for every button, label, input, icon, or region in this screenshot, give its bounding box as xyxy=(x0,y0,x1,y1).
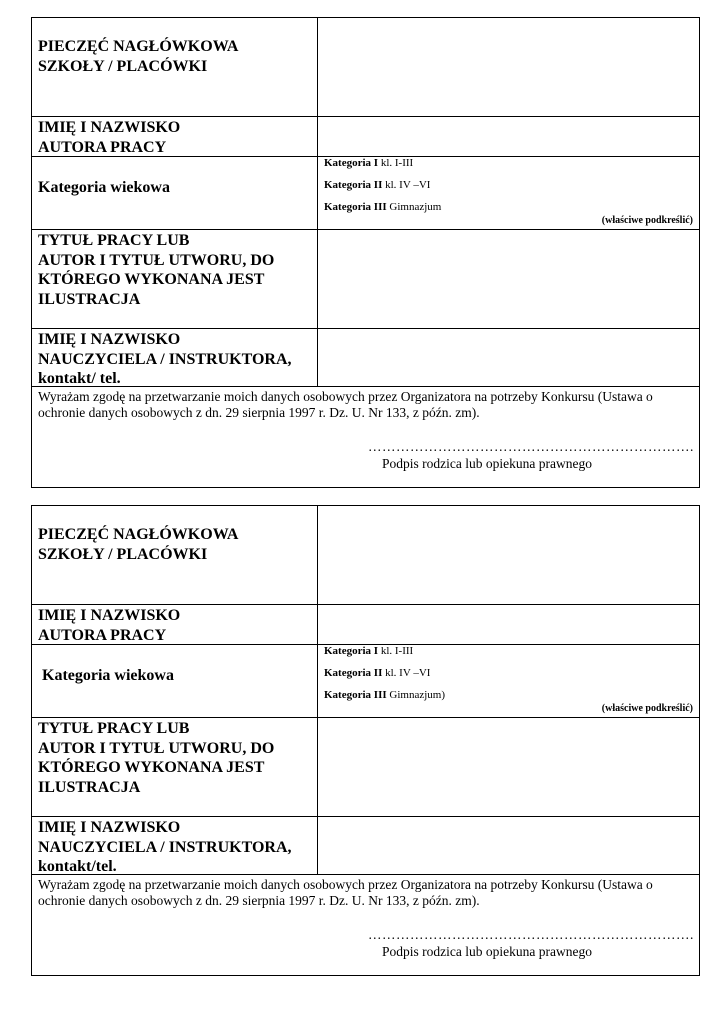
category-option-1[interactable]: Kategoria I kl. I-III xyxy=(324,645,414,657)
teacher-label-cell xyxy=(32,329,318,386)
registration-form-1 xyxy=(31,17,700,488)
title-field[interactable] xyxy=(318,230,699,328)
title-field[interactable] xyxy=(318,718,699,816)
stamp-row xyxy=(32,18,699,116)
title-row xyxy=(32,717,699,816)
author-row xyxy=(32,116,699,156)
category-option-3[interactable]: Kategoria III Gimnazjum) xyxy=(324,689,445,701)
category-option-1[interactable]: Kategoria I kl. I-III xyxy=(324,157,414,169)
stamp-field[interactable] xyxy=(318,506,699,604)
underline-note: (właściwe podkreślić) xyxy=(601,703,693,714)
title-label: TYTUŁ PRACY LUB AUTOR I TYTUŁ UTWORU, DO KTÓREGO WYKONANA JEST ILUSTRACJA xyxy=(38,232,275,308)
underline-note: (właściwe podkreślić) xyxy=(601,215,693,226)
category-option-2[interactable]: Kategoria II kl. IV –VI xyxy=(324,179,431,191)
consent-text: Wyrażam zgodę na przetwarzanie moich danych osobowych przez Organizatora na potrzeby Konkursu (Ustawa o ochronie danych osobowych z dn. 29 sierpnia 1997 r. Dz. U. Nr 133, z późn. zm). xyxy=(38,877,653,908)
consent-row xyxy=(32,874,699,976)
teacher-row xyxy=(32,816,699,874)
consent-row xyxy=(32,386,699,488)
category-options xyxy=(318,157,699,229)
author-label-cell xyxy=(32,117,318,156)
registration-form-2 xyxy=(31,505,700,976)
author-label-cell xyxy=(32,605,318,644)
stamp-field[interactable] xyxy=(318,18,699,116)
category-label-cell xyxy=(32,157,318,229)
teacher-label: IMIĘ I NAZWISKO NAUCZYCIELA / INSTRUKTORA, kontakt/tel. xyxy=(38,819,292,875)
stamp-row xyxy=(32,506,699,604)
teacher-row xyxy=(32,328,699,386)
author-row xyxy=(32,604,699,644)
category-options xyxy=(318,645,699,717)
category-label: Kategoria wiekowa xyxy=(38,667,174,684)
title-row xyxy=(32,229,699,328)
category-label: Kategoria wiekowa xyxy=(38,179,170,196)
author-field[interactable] xyxy=(318,117,699,156)
signature-label: Podpis rodzica lub opiekuna prawnego xyxy=(382,456,592,471)
category-row xyxy=(32,156,699,229)
author-field[interactable] xyxy=(318,605,699,644)
category-option-3[interactable]: Kategoria III Gimnazjum xyxy=(324,201,442,213)
signature-line[interactable]: ……………………………………………………………. xyxy=(368,439,694,454)
stamp-label-cell xyxy=(32,18,318,116)
teacher-label-cell xyxy=(32,817,318,874)
title-label: TYTUŁ PRACY LUB AUTOR I TYTUŁ UTWORU, DO KTÓREGO WYKONANA JEST ILUSTRACJA xyxy=(38,720,275,796)
signature-label: Podpis rodzica lub opiekuna prawnego xyxy=(382,944,592,959)
category-label-cell xyxy=(32,645,318,717)
stamp-label: PIECZĘĆ NAGŁÓWKOWA SZKOŁY / PLACÓWKI xyxy=(38,38,239,75)
consent-text: Wyrażam zgodę na przetwarzanie moich danych osobowych przez Organizatora na potrzeby Konkursu (Ustawa o ochronie danych osobowych z dn. 29 sierpnia 1997 r. Dz. U. Nr 133, z późn. zm). xyxy=(38,389,653,420)
title-label-cell xyxy=(32,230,318,328)
author-label: IMIĘ I NAZWISKO AUTORA PRACY xyxy=(38,607,181,644)
stamp-label: PIECZĘĆ NAGŁÓWKOWA SZKOŁY / PLACÓWKI xyxy=(38,526,239,563)
teacher-field[interactable] xyxy=(318,329,699,386)
title-label-cell xyxy=(32,718,318,816)
stamp-label-cell xyxy=(32,506,318,604)
category-row xyxy=(32,644,699,717)
category-option-2[interactable]: Kategoria II kl. IV –VI xyxy=(324,667,431,679)
signature-line[interactable]: ……………………………………………………………. xyxy=(368,927,694,942)
teacher-field[interactable] xyxy=(318,817,699,874)
author-label: IMIĘ I NAZWISKO AUTORA PRACY xyxy=(38,119,181,156)
teacher-label: IMIĘ I NAZWISKO NAUCZYCIELA / INSTRUKTORA, kontakt/ tel. xyxy=(38,331,292,387)
